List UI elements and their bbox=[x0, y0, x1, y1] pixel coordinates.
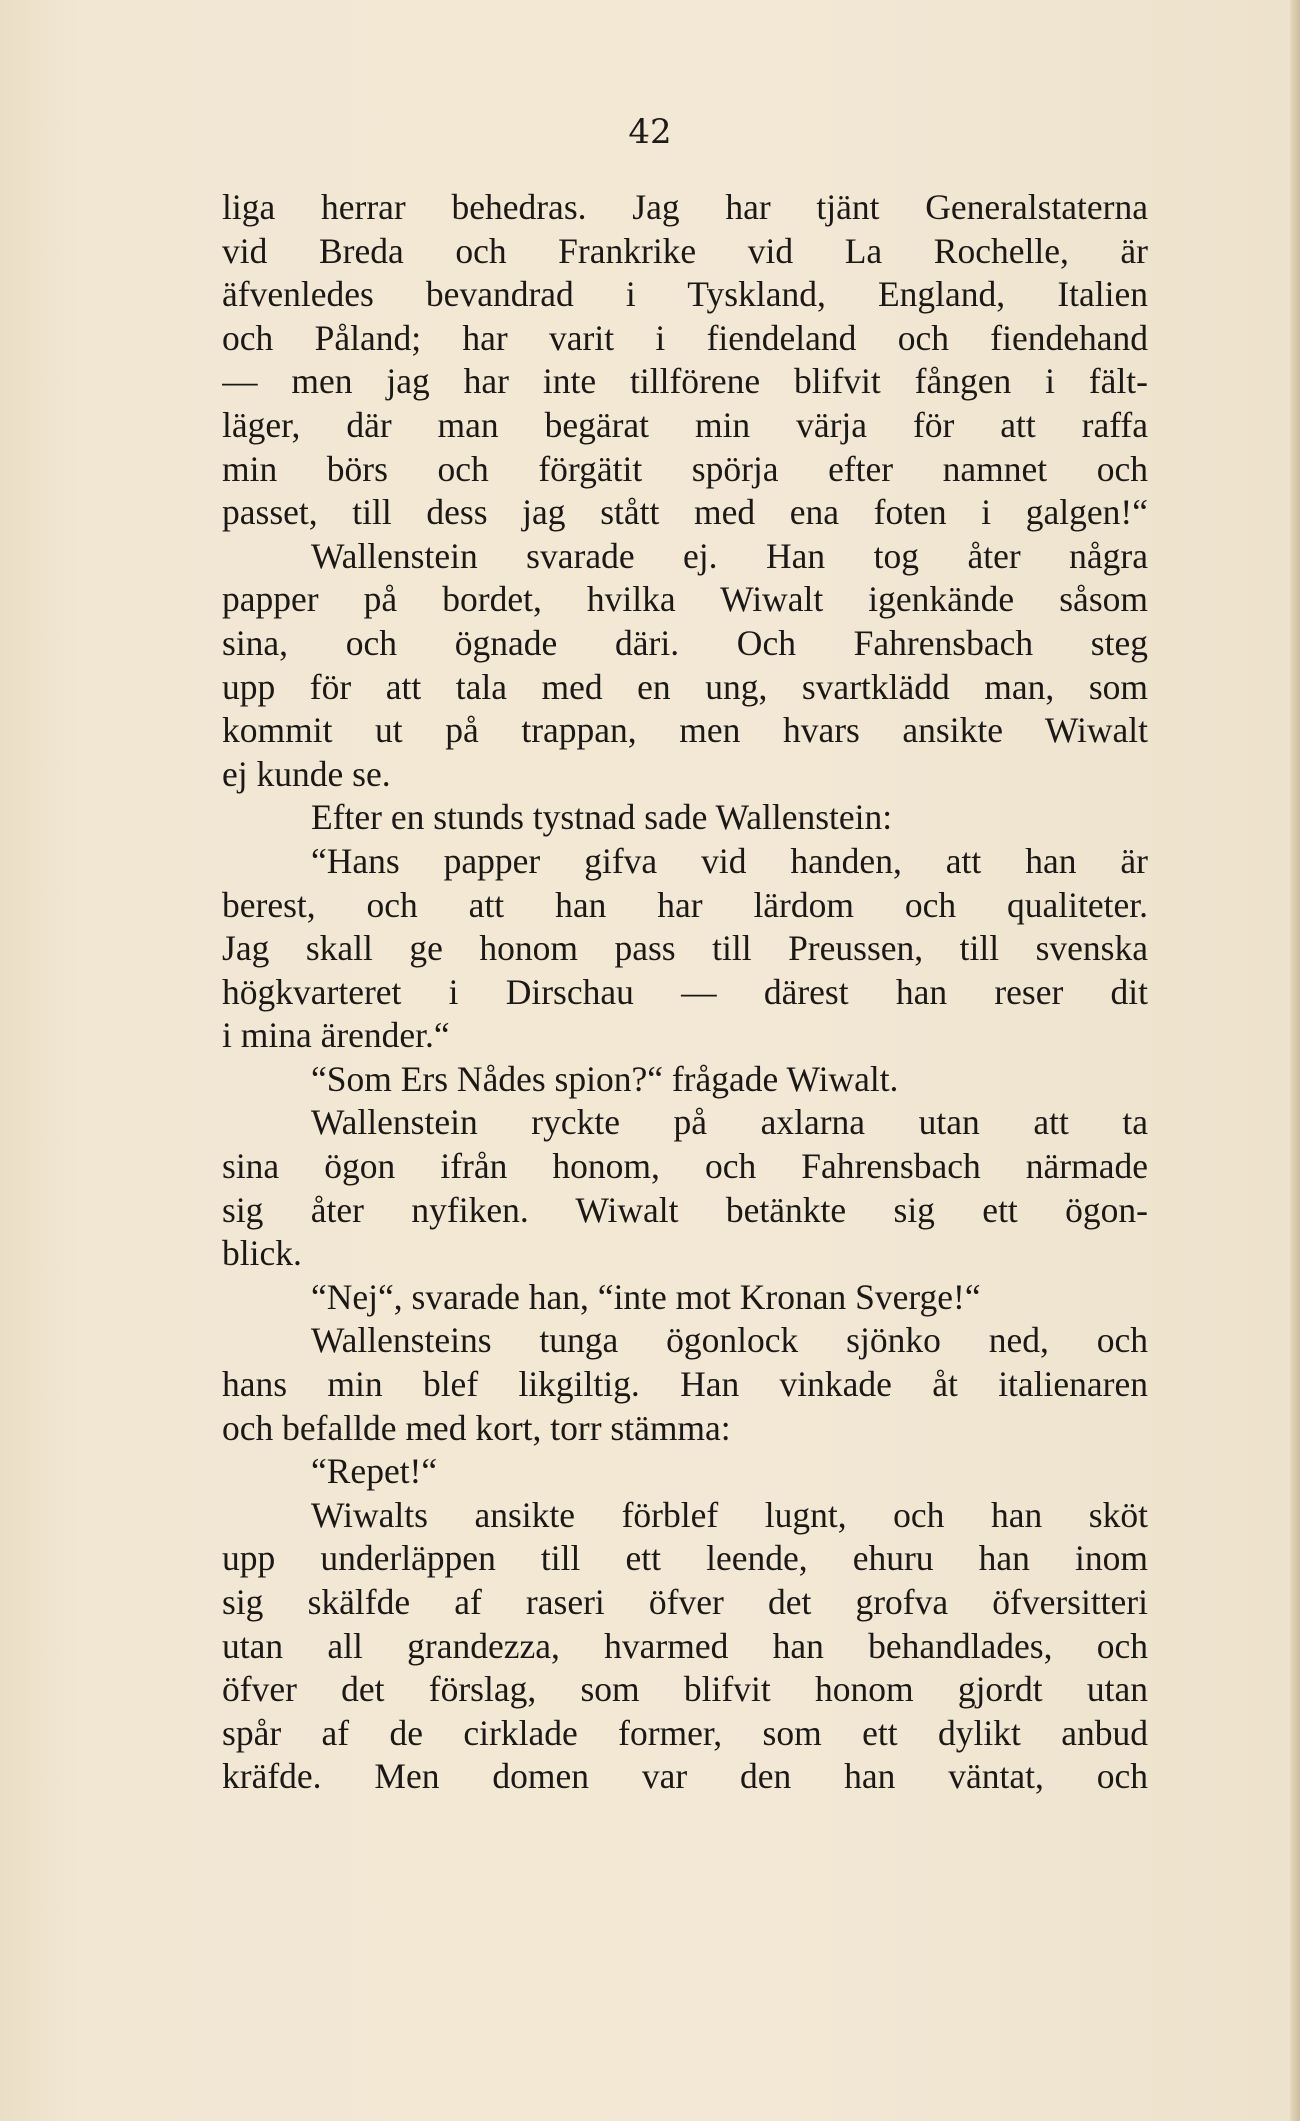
text-line: “Nej“, svarade han, “inte mot Kronan Sverge!“ bbox=[311, 1276, 981, 1317]
text-line: berest, och att han har lärdom och qualiteter. bbox=[222, 884, 1148, 925]
text-line: hans min blef likgiltig. Han vinkade åt italienaren bbox=[222, 1364, 1148, 1405]
text-line: liga herrar behedras. Jag har tjänt Generalstaterna bbox=[222, 187, 1148, 227]
text-line: Jag skall ge honom pass till Preussen, till svenska bbox=[222, 928, 1148, 969]
text-line: och befallde med kort, torr stämma: bbox=[222, 1407, 731, 1448]
body-text bbox=[222, 186, 1148, 1799]
text-line: “Repet!“ bbox=[311, 1451, 438, 1492]
text-line: Wiwalts ansikte förblef lugnt, och han sköt bbox=[311, 1494, 1148, 1535]
text-line: ej kunde se. bbox=[222, 753, 391, 794]
text-line: utan all grandezza, hvarmed han behandlades, och bbox=[222, 1625, 1148, 1666]
text-line: blick. bbox=[222, 1233, 302, 1274]
text-line: äfvenledes bevandrad i Tyskland, England, Italien bbox=[222, 274, 1148, 315]
text-line: sina ögon ifrån honom, och Fahrensbach närmade bbox=[222, 1146, 1148, 1187]
text-line: och Påland; har varit i fiendeland och fiendehand bbox=[222, 317, 1148, 358]
page-edge bbox=[1290, 0, 1300, 2121]
text-line: Wallensteins tunga ögonlock sjönko ned, och bbox=[311, 1320, 1148, 1361]
text-line: sig skälfde af raseri öfver det grofva öfversitteri bbox=[222, 1582, 1148, 1622]
text-line: kommit ut på trappan, men hvars ansikte Wiwalt bbox=[222, 710, 1148, 751]
text-line: kräfde. Men domen var den han väntat, och bbox=[222, 1756, 1148, 1797]
page-number: 42 bbox=[628, 112, 672, 152]
text-line: “Hans papper gifva vid handen, att han är bbox=[311, 840, 1148, 881]
text-line: papper på bordet, hvilka Wiwalt igenkände såsom bbox=[222, 579, 1148, 620]
text-line: öfver det förslag, som blifvit honom gjordt utan bbox=[222, 1669, 1148, 1710]
text-line: högkvarteret i Dirschau — därest han reser dit bbox=[222, 971, 1148, 1012]
text-line: i mina ärender.“ bbox=[222, 1015, 450, 1056]
text-line: sig åter nyfiken. Wiwalt betänkte sig ett ögon- bbox=[222, 1189, 1148, 1230]
text-line: upp underläppen till ett leende, ehuru han inom bbox=[222, 1538, 1148, 1579]
text-line: passet, till dess jag stått med ena foten i galgen!“ bbox=[222, 492, 1148, 533]
text-line: Wallenstein svarade ej. Han tog åter några bbox=[311, 535, 1148, 576]
text-line: upp för att tala med en ung, svartklädd man, som bbox=[222, 666, 1148, 707]
text-line: Efter en stunds tystnad sade Wallenstein: bbox=[311, 797, 893, 838]
text-line: Wallenstein ryckte på axlarna utan att ta bbox=[311, 1102, 1148, 1143]
text-line: sina, och ögnade däri. Och Fahrensbach steg bbox=[222, 622, 1148, 663]
text-line: min börs och förgätit spörja efter namnet och bbox=[222, 448, 1148, 489]
text-line: vid Breda och Frankrike vid La Rochelle, är bbox=[222, 230, 1148, 271]
text-line: — men jag har inte tillförene blifvit fången i fält- bbox=[222, 361, 1148, 402]
text-line: spår af de cirklade former, som ett dylikt anbud bbox=[222, 1712, 1148, 1753]
text-line: “Som Ers Nådes spion?“ frågade Wiwalt. bbox=[311, 1058, 899, 1099]
text-line: läger, där man begärat min värja för att raffa bbox=[222, 404, 1148, 445]
